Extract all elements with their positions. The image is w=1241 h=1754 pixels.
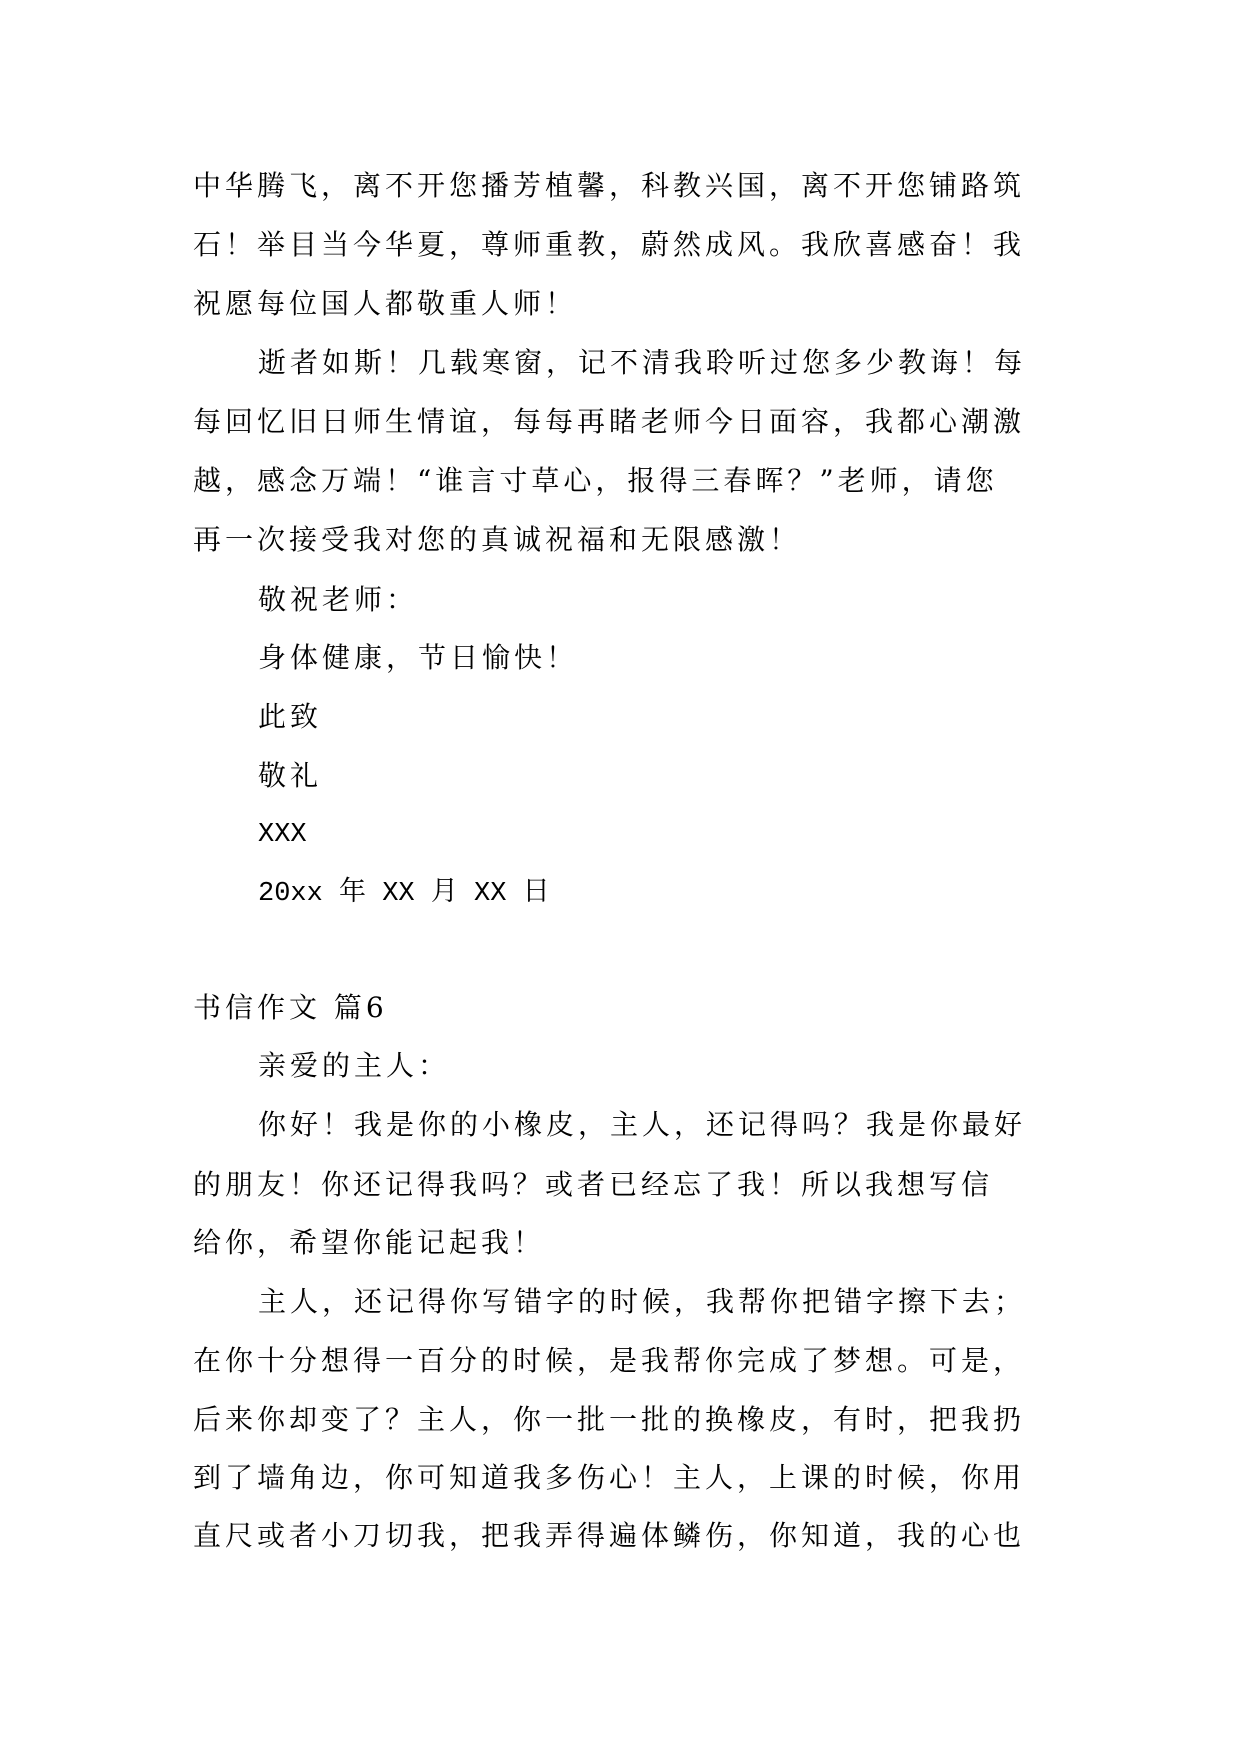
signature: XXX xyxy=(258,820,307,850)
paragraph-line: 主人，还记得你写错字的时候，我帮你把错字擦下去； xyxy=(258,1285,1027,1318)
paragraph-line: 在你十分想得一百分的时候，是我帮你完成了梦想。可是， xyxy=(193,1344,1026,1377)
paragraph-line: 到了墙角边，你可知道我多伤心！主人，上课的时候，你用 xyxy=(193,1461,1026,1494)
wish-line: 敬祝老师： xyxy=(258,583,419,616)
paragraph-line: 后来你却变了？主人，你一批一批的换橡皮，有时，把我扔 xyxy=(193,1403,1026,1436)
paragraph-line: 你好！我是你的小橡皮，主人，还记得吗？我是你最好 xyxy=(258,1108,1027,1141)
paragraph-line: 的朋友！你还记得我吗？或者已经忘了我！所以我想写信 xyxy=(193,1168,994,1201)
closing-line: 敬礼 xyxy=(258,759,323,792)
letter-date: 20xx 年 XX 月 XX 日 xyxy=(258,879,550,909)
wish-line: 身体健康，节日愉快！ xyxy=(258,641,579,674)
paragraph-line: 石！举目当今华夏，尊师重教，蔚然成风。我欣喜感奋！我 xyxy=(193,228,1026,261)
paragraph-line: 越，感念万端！“谁言寸草心，报得三春晖？”老师，请您 xyxy=(193,464,998,497)
paragraph-line: 逝者如斯！几载寒窗，记不清我聆听过您多少教诲！每 xyxy=(258,346,1027,379)
salutation: 亲爱的主人： xyxy=(258,1049,451,1082)
paragraph-line: 每回忆旧日师生情谊，每每再睹老师今日面容，我都心潮激 xyxy=(193,405,1026,438)
section-heading: 书信作文 篇6 xyxy=(193,991,388,1024)
closing-line: 此致 xyxy=(258,700,323,733)
paragraph-line: 中华腾飞，离不开您播芳植馨，科教兴国，离不开您铺路筑 xyxy=(193,169,1026,202)
paragraph-line: 祝愿每位国人都敬重人师！ xyxy=(193,287,578,320)
paragraph-line: 直尺或者小刀切我，把我弄得遍体鳞伤，你知道，我的心也 xyxy=(193,1519,1026,1552)
paragraph-line: 再一次接受我对您的真诚祝福和无限感激！ xyxy=(193,523,802,556)
paragraph-line: 给你，希望你能记起我！ xyxy=(193,1226,546,1259)
